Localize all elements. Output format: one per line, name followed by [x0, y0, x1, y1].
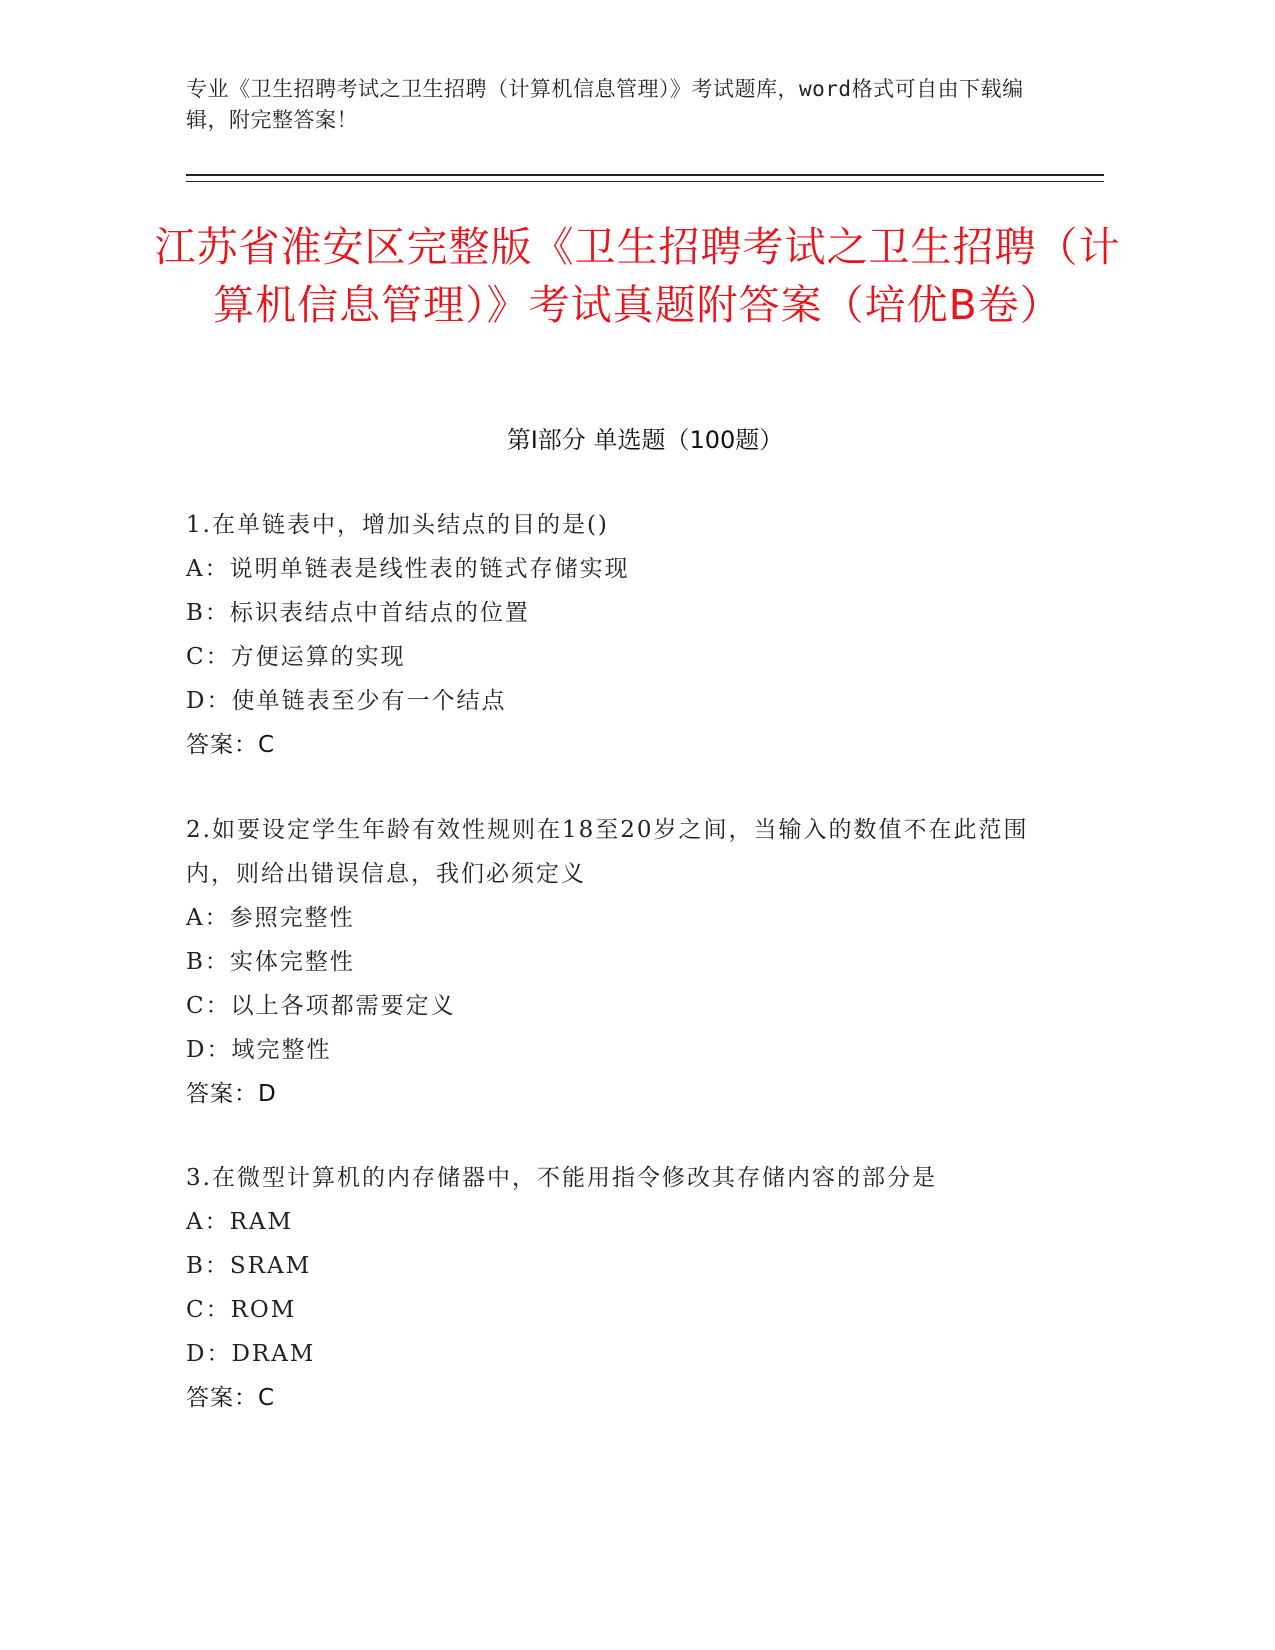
option-d: D：DRAM	[186, 1341, 316, 1367]
option-d: D：域完整性	[186, 1037, 332, 1063]
header-divider-thin	[186, 181, 1104, 182]
section-heading: 第Ⅰ部分 单选题（100题）	[506, 426, 784, 454]
option-b: B：SRAM	[186, 1253, 312, 1279]
answer-line: 答案：C	[186, 1385, 276, 1411]
option-c: C：以上各项都需要定义	[186, 993, 456, 1019]
header-divider-thick	[186, 174, 1104, 176]
option-a: A：参照完整性	[186, 905, 355, 931]
option-a: A：说明单链表是线性表的链式存储实现	[186, 556, 630, 582]
answer-line: 答案：D	[186, 1081, 277, 1107]
question-1	[186, 503, 1066, 767]
option-b: B：标识表结点中首结点的位置	[186, 600, 530, 626]
option-d: D：使单链表至少有一个结点	[186, 688, 507, 714]
option-c: C：ROM	[186, 1297, 297, 1323]
document-title: 江苏省淮安区完整版《卫生招聘考试之卫生招聘（计算机信息管理）》考试真题附答案（培优B卷）	[154, 223, 1121, 329]
option-c: C：方便运算的实现	[186, 644, 406, 670]
option-b: B：实体完整性	[186, 949, 355, 975]
question-stem: 1.在单链表中，增加头结点的目的是()	[186, 512, 609, 538]
header-note: 专业《卫生招聘考试之卫生招聘（计算机信息管理）》考试题库，word格式可自由下载编辑，附完整答案！	[186, 77, 1024, 132]
question-3	[186, 1156, 1066, 1420]
question-stem: 2.如要设定学生年龄有效性规则在18至20岁之间，当输入的数值不在此范围内，则给出错误信息，我们必须定义	[186, 817, 1029, 887]
question-stem: 3.在微型计算机的内存储器中，不能用指令修改其存储内容的部分是	[186, 1165, 937, 1191]
answer-line: 答案：C	[186, 732, 276, 758]
question-2	[186, 808, 1066, 1116]
option-a: A：RAM	[186, 1209, 294, 1235]
